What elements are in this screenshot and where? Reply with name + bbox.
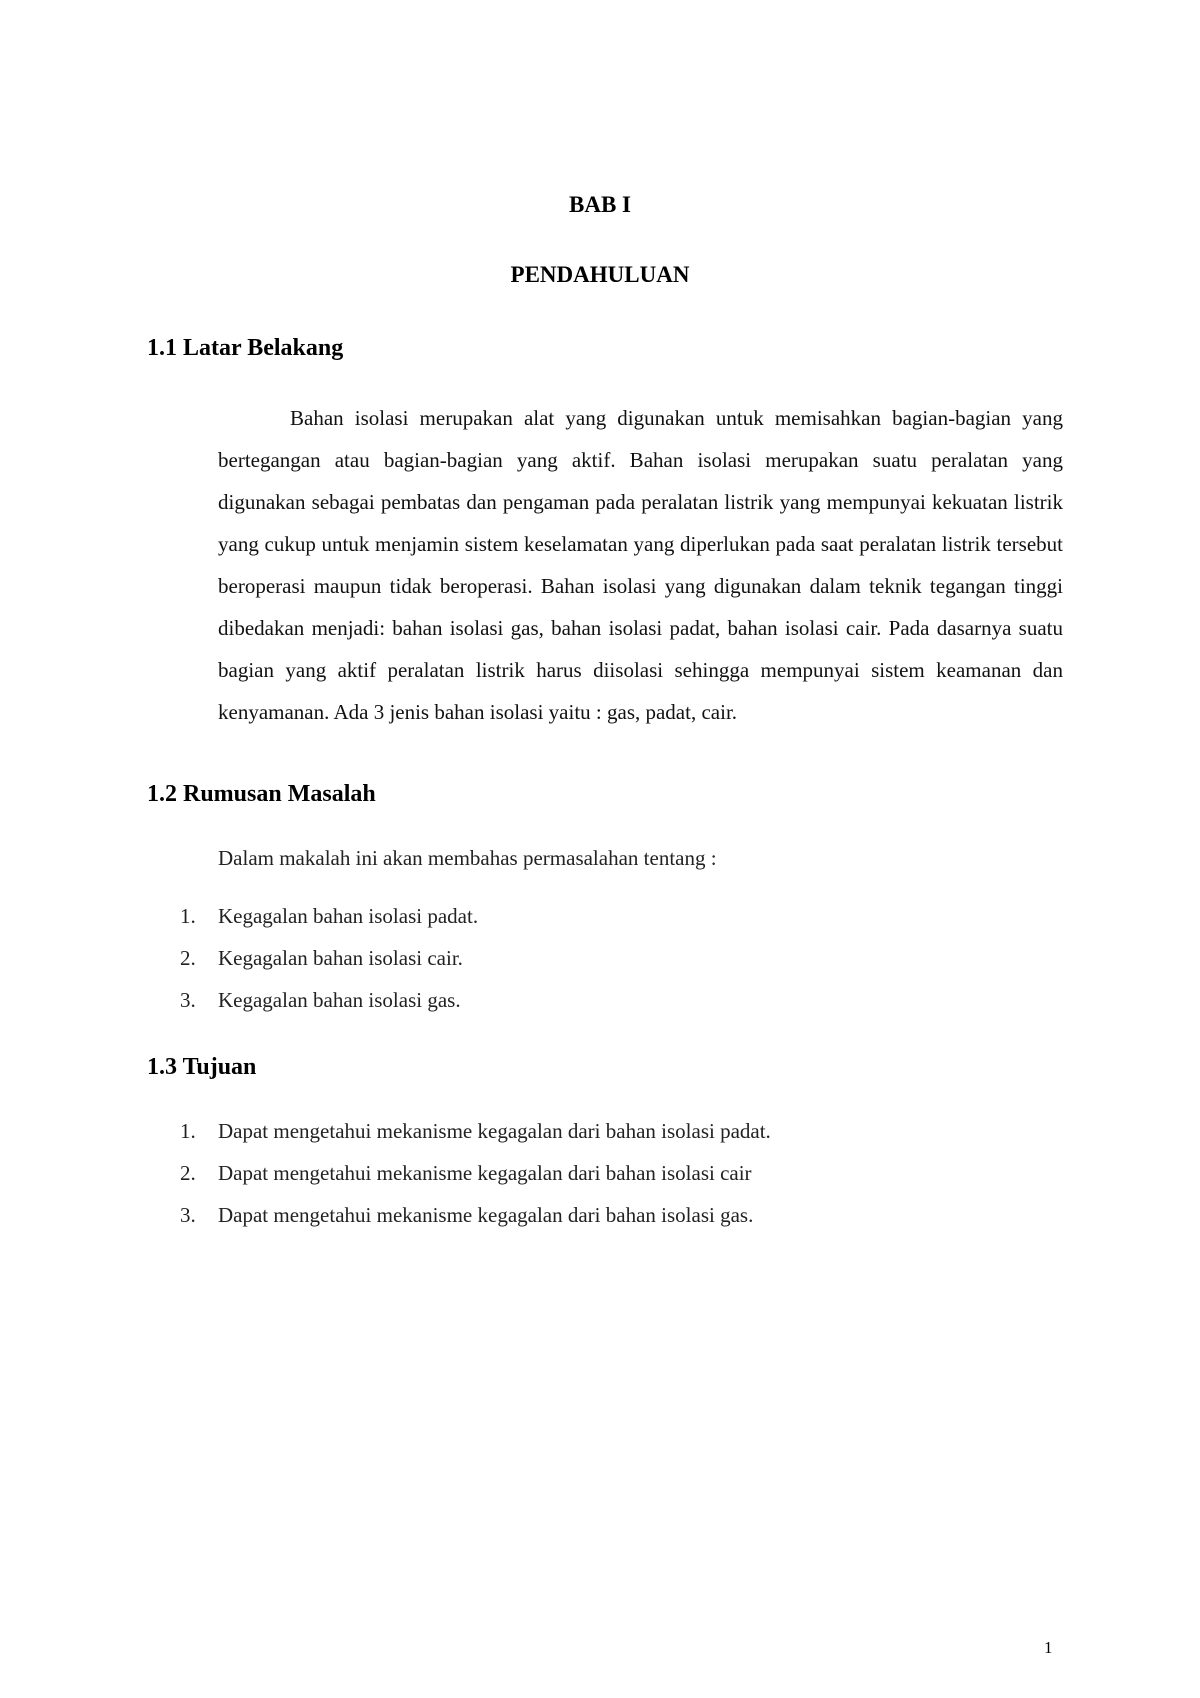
tujuan-list [180, 1110, 771, 1236]
list-item-number: 2. [180, 1161, 196, 1185]
chapter-number: BAB I [569, 192, 631, 217]
list-item-number: 1. [180, 1119, 196, 1143]
section-heading-rumusan-masalah: 1.2 Rumusan Masalah [147, 781, 376, 807]
list-item-number: 3. [180, 1203, 196, 1227]
list-item-text: Dapat mengetahui mekanisme kegagalan dari bahan isolasi cair [218, 1161, 752, 1185]
list-item-text: Dapat mengetahui mekanisme kegagalan dari bahan isolasi gas. [218, 1203, 754, 1227]
list-item-number: 1. [180, 904, 196, 928]
list-item [180, 1152, 771, 1194]
list-item-text: Kegagalan bahan isolasi gas. [218, 988, 461, 1012]
list-item-number: 3. [180, 988, 196, 1012]
latar-belakang-paragraph: Bahan isolasi merupakan alat yang digunakan untuk memisahkan bagian-bagian yang bertegangan atau bagian-bagian yang aktif. Bahan isolasi merupakan suatu peralatan yang digunakan sebagai pembatas dan pengaman pada peralatan listrik yang mempunyai kekuatan listrik yang cukup untuk menjamin sistem keselamatan yang diperlukan pada saat peralatan listrik tersebut beroperasi maupun tidak beroperasi. Bahan isolasi yang digunakan dalam teknik tegangan tinggi dibedakan menjadi: bahan isolasi gas, bahan isolasi padat, bahan isolasi cair. Pada dasarnya suatu bagian yang aktif peralatan listrik harus diisolasi sehingga mempunyai sistem keamanan dan kenyamanan. Ada 3 jenis bahan isolasi yaitu : gas, padat, cair. [218, 406, 1063, 724]
list-item [180, 979, 478, 1021]
list-item-number: 2. [180, 946, 196, 970]
list-item [180, 937, 478, 979]
list-item [180, 895, 478, 937]
list-item [180, 1194, 771, 1236]
list-item-text: Kegagalan bahan isolasi padat. [218, 904, 479, 928]
rumusan-masalah-intro: Dalam makalah ini akan membahas permasalahan tentang : [218, 846, 717, 870]
page-number: 1 [1044, 1638, 1053, 1657]
list-item-text: Kegagalan bahan isolasi cair. [218, 946, 463, 970]
list-item-text: Dapat mengetahui mekanisme kegagalan dari bahan isolasi padat. [218, 1119, 771, 1143]
section-heading-latar-belakang: 1.1 Latar Belakang [147, 335, 344, 361]
chapter-title: PENDAHULUAN [510, 262, 690, 287]
list-item [180, 1110, 771, 1152]
section-heading-tujuan: 1.3 Tujuan [147, 1054, 257, 1080]
rumusan-masalah-list [180, 895, 478, 1021]
